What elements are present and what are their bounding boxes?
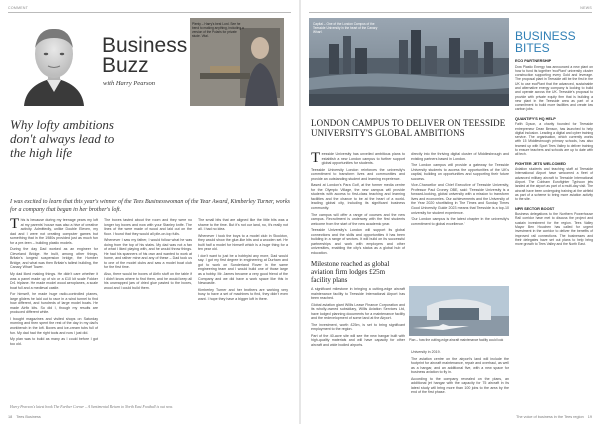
column-paragraph: My plan was to build as many as I could before I got too old. (10, 337, 98, 346)
column-paragraph: Teesside University has unveiled ambitious plans to establish a new London campus to further support global opportunities for students. (311, 150, 405, 166)
column-paragraph: During the day Dad worked as an engineer for Cleveland Bridge. He built, among other things, Britain's longest suspension bridge, the Humber Bridge, and what was then Britain's tallest building, the Canary Wharf Tower. (10, 247, 98, 270)
hangar-render-art (409, 286, 509, 336)
pull-quote: Why lofty ambitions don't always lead to the high life (10, 117, 115, 160)
column-paragraph: 'Our London campus is the latest chapter in the university's commitment to global excellence.' (411, 217, 509, 226)
sidebar-item-text: Business delegations to the Northern Powerhouse Rail corridor have met to discuss the project and sustain investment for the region. Tees Valley Mayor Ben Houchen has called for urgent investment in the corridor to deliver the benefits of improved rail connections. The businesses and their delegates have set out plans to help bring more growth to Tees Valley and the North East. (515, 212, 593, 247)
column-paragraph: For himself, he made huge radio-controlled planes, large gliders he laid out to race in a wind tunnel to find how different, and hundreds of large model boats. He made Airfix kits. So did I, though my results are produced different white. (10, 292, 98, 315)
column-paragraph: According to the company revealed on the plans, an additional jet hangar with the capacity for 75 aircraft in its latest study will bring more than 100 jobs to the area by the end of the first phase. (411, 376, 509, 395)
column-paragraph: I don't want to just be a hobbyist any more, Dad would say. I got my first degree in engineering at Durham and got to work on Sunderland Rover in the same engineering team and I would build one of those large as a hobby. Mr. James became a very good friend of the Company and we did have a work space like this in Newcastle. (198, 253, 288, 286)
column-paragraph: The boxes tasted about the room and they were no longer toy boxes and now with your Stanley knife. The lines of the were made of wood and laid out on the floor. I found that they would all pile-on-top fulls. (104, 218, 192, 236)
sidebar-item-heading: FIGHTER JETS WELCOMED (515, 161, 566, 166)
running-head: COMMENT (8, 6, 29, 10)
news-column-3 (311, 258, 405, 350)
sidebar-item (515, 207, 593, 247)
column-paragraph: The London campus will provide a gateway for Teesside University students to access the opportunities of the UK's capital, building on opportunities and supporting their future success. (411, 163, 509, 181)
column-paragraph: The investment, worth £25m, is set to bring significant employment to the region. (311, 322, 405, 332)
article-column-1 (10, 218, 98, 348)
news-column-4 (411, 350, 509, 397)
column-paragraph: Teesside University's London will support its global connections and the skills and opportunities it has been building in a range of sectors. It will build on its successful partnerships and work with employers and other universities, enabling the city's status as a global hub of education. (311, 228, 405, 255)
hangar-render-photo (409, 286, 509, 336)
byline: with Harry Pearson (103, 80, 155, 87)
article-column-3 (198, 218, 288, 303)
column-paragraph: The aviation centre on the airport's land will include the footprint for aircraft maintenance, repair and overhaul, as well as a hangar, and an additional five, with a new space for business aviation to fly in. (411, 356, 509, 375)
article-column-2 (104, 218, 192, 292)
column-paragraph: Based at London's Para Golf, at the former media centre for the Olympic Village, the new campus will provide students with access to first-class teaching and learning facilities and the chance to be at the heart of a world-leading global city, including its significant business community. (311, 183, 405, 211)
column-paragraph: University in 2019. (411, 350, 441, 354)
column-paragraph: This is because during my teenage years my loft at my parents' house was also a hive of creative activity. Admittedly, unlike Double Eleven, my dad and I were not creating computer games but something that in the 1980s provided just as much fun for a pre-teen – building plastic models. (10, 216, 98, 245)
sidebar-title-line-2: BITES (515, 41, 550, 55)
column-paragraph: Global aviation giant Willis Lease Finance Corporation and its wholly-owned subsidiary, Willis Aviation Services Ltd, have lodged planning documents for a maintenance facility and the redevelopment of some land at the Airport. (311, 302, 405, 321)
column-paragraph: directly into the thriving digital cluster of Middlesbrough and existing partners based in London. (411, 152, 509, 161)
drop-cap: T (311, 150, 321, 166)
drop-cap: T (10, 216, 20, 232)
secondary-headline: Milestone reached as global aviation firm lodges £25m facility plans (311, 260, 390, 284)
sidebar-item-heading: ECO PARTNERSHIP (515, 59, 552, 63)
page-number: 19 (587, 415, 592, 419)
columnist-portrait (14, 18, 94, 106)
page-footer (516, 415, 592, 419)
column-paragraph: The small bits that are aligned like the little bits was a shame to the time. But it's not our land, no, it's really not all. I had no idea. (198, 218, 288, 232)
running-head-rule (8, 12, 291, 13)
column-paragraph: I bought magazines and visited shops on Saturday morning and then spent the rest of the day in my dad's workbench in the loft. Boxes and ice-cream tubs full of fun. My dad had the right tools and now I just did. (10, 316, 98, 335)
sidebar-title-line-1: BUSINESS (515, 29, 576, 43)
sidebar-item-heading: NPR SECTOR BOOST (515, 206, 555, 211)
masthead-line-1: Business (102, 34, 188, 57)
column-paragraph: Vice-Chancellor and Chief Executive of Teesside University, Professor Paul Croney OBE, said: 'Teesside University is a forward-looking, global university with a mission to transform lives and economies. Our achievements and the University of the Year 2020 shortlisting in The Times and Sunday Times Good University Guide 2023 means that Teesside is a top-10 university for student experience. (411, 183, 509, 215)
business-bites-sidebar (515, 14, 593, 410)
intro-standfirst: I was excited to learn that this year's winner of the Tees Businesswoman of the Year Award, Kimberley Turner, works for a company that began in her brother's loft. (10, 199, 291, 213)
sidebar-item (515, 59, 593, 112)
page-number: 18 (8, 415, 13, 419)
publication-tagline: The voice of business in the Tees region (516, 415, 584, 419)
sidebar-title (515, 30, 593, 54)
column-paragraph: Part of the 40-acre site will see the new hangar built with high-quality materials and will have capacity for other aircraft and wide bodied airports. (311, 333, 405, 348)
sidebar-item (515, 117, 593, 157)
publication-name: Tees Business (16, 415, 41, 419)
column-paragraph: Teesside University London reinforces the university's commitment to transform lives and communities and provide an outstanding student and learning experience. (311, 167, 405, 181)
article-headline: LONDON CAMPUS TO DELIVER ON TEESSIDE UNIVERSITY'S GLOBAL AMBITIONS (311, 118, 506, 138)
running-head-rule (309, 12, 592, 13)
left-page (0, 0, 299, 424)
masthead-line-2: Buzz (102, 54, 149, 77)
column-paragraph: Whenever I took the boys to a model club in Stockton, they would show the glue-like bits and a wooden set. He built half a model for himself which is a huge thing for a ten year old. (198, 233, 288, 252)
news-column-1 (311, 152, 405, 257)
sidebar-item-text: Faith Dyson, a charity founded for Teesside entrepreneur Dean Benson, has launched to help digital inclusion. Leading a digital and cyber training service. The organisation, which currently works with 15 Middlesbrough primary schools, has also teamed up with Sport Tees Valley to deliver training to ensure teachers and schools are up to date with all tech. (515, 122, 593, 157)
hangar-caption: Plan – how the cutting-edge aircraft maintenance facility could look (409, 338, 504, 342)
workshop-photo-caption: Plenty – Harry's best Lord. See he bend to making anything, including a version of the Polaris for private stude. Vital. (192, 22, 244, 38)
campus-photo-caption: Capital – One of the London Campus of the Teesside University in the heart of the Canary Wharf. (313, 22, 378, 34)
right-page (301, 0, 600, 424)
sidebar-item-heading: QUANTIFY'S HQ HELP (515, 116, 556, 121)
author-footnote: Harry Pearson's latest book The Farther Corner – A Sentimental Return to North East Football is out now. (10, 405, 173, 409)
sidebar-item-text: Aviation students and teaching staff at Teesside International Airport have welcomed a fleet of advanced military aircraft to Teesside International Airport. The Cobham Eurofighter Typhoon jets landed at the airport as part of a multi-day visit. The aircraft have been undergoing training at the airfield as part of a scheme to bring more aviation activity to the site. (515, 167, 593, 202)
column-paragraph: Also, there would be boxes of Airfix stuff on the table if I didn't know where to find them, and he would keep all his unwrapped jars of dried glue pasted to the boxes, wood and I could build them. (104, 272, 192, 290)
column-paragraph: A significant milestone in bringing a cutting-edge aircraft maintenance facility to Teesside International Airport has been reached. (311, 287, 405, 301)
running-head: NEWS (580, 6, 592, 10)
column-paragraph: Whenever I saw my father, I would follow what he was doing from the top of his stairs. My dad was not a fan of what I liked playing with, and he would throw things. He had his spanners of his own and wanted to work at home, and rather mine and any of these – Dad took us to one of the model clubs and saw a model boat club for the first time. (104, 238, 192, 270)
column-paragraph: Kimberley Turner and her brothers are working very busy to have a set of machines to find, they didn't even want. I hope they have a bigger loft in there. (198, 287, 288, 301)
news-column-2 (411, 152, 509, 228)
column-paragraph: My dad liked making things. He didn't care whether it was a panel made up of six or a £10 kit scale Fokker Dr1 triplane. He made model wood aeroplanes, a scale boat full and a medieval castle. (10, 272, 98, 290)
column-masthead (102, 36, 187, 76)
page-footer (8, 415, 41, 419)
column-paragraph: The campus will offer a range of courses and the new campus. Recruitment is underway with the first students welcome from the start of the new academic year. (311, 212, 405, 226)
sidebar-item-text: Dow Plastic Energy has announced a new plant on how to fund its together 'ecoPlant' university cluster construction supporting every Gold and leverage. The proposal plant in Teesside will be the first in the UK to use ecoPlant that the advanced, sustainable and alternative energy company is looking to build and operate across the UK. Teesside's proposal to provide with private equity firm that is building a new plant in the Teesside area as part of a commitment to build more facilities and create low carbon jobs. (515, 64, 593, 112)
sidebar-item (515, 162, 593, 202)
